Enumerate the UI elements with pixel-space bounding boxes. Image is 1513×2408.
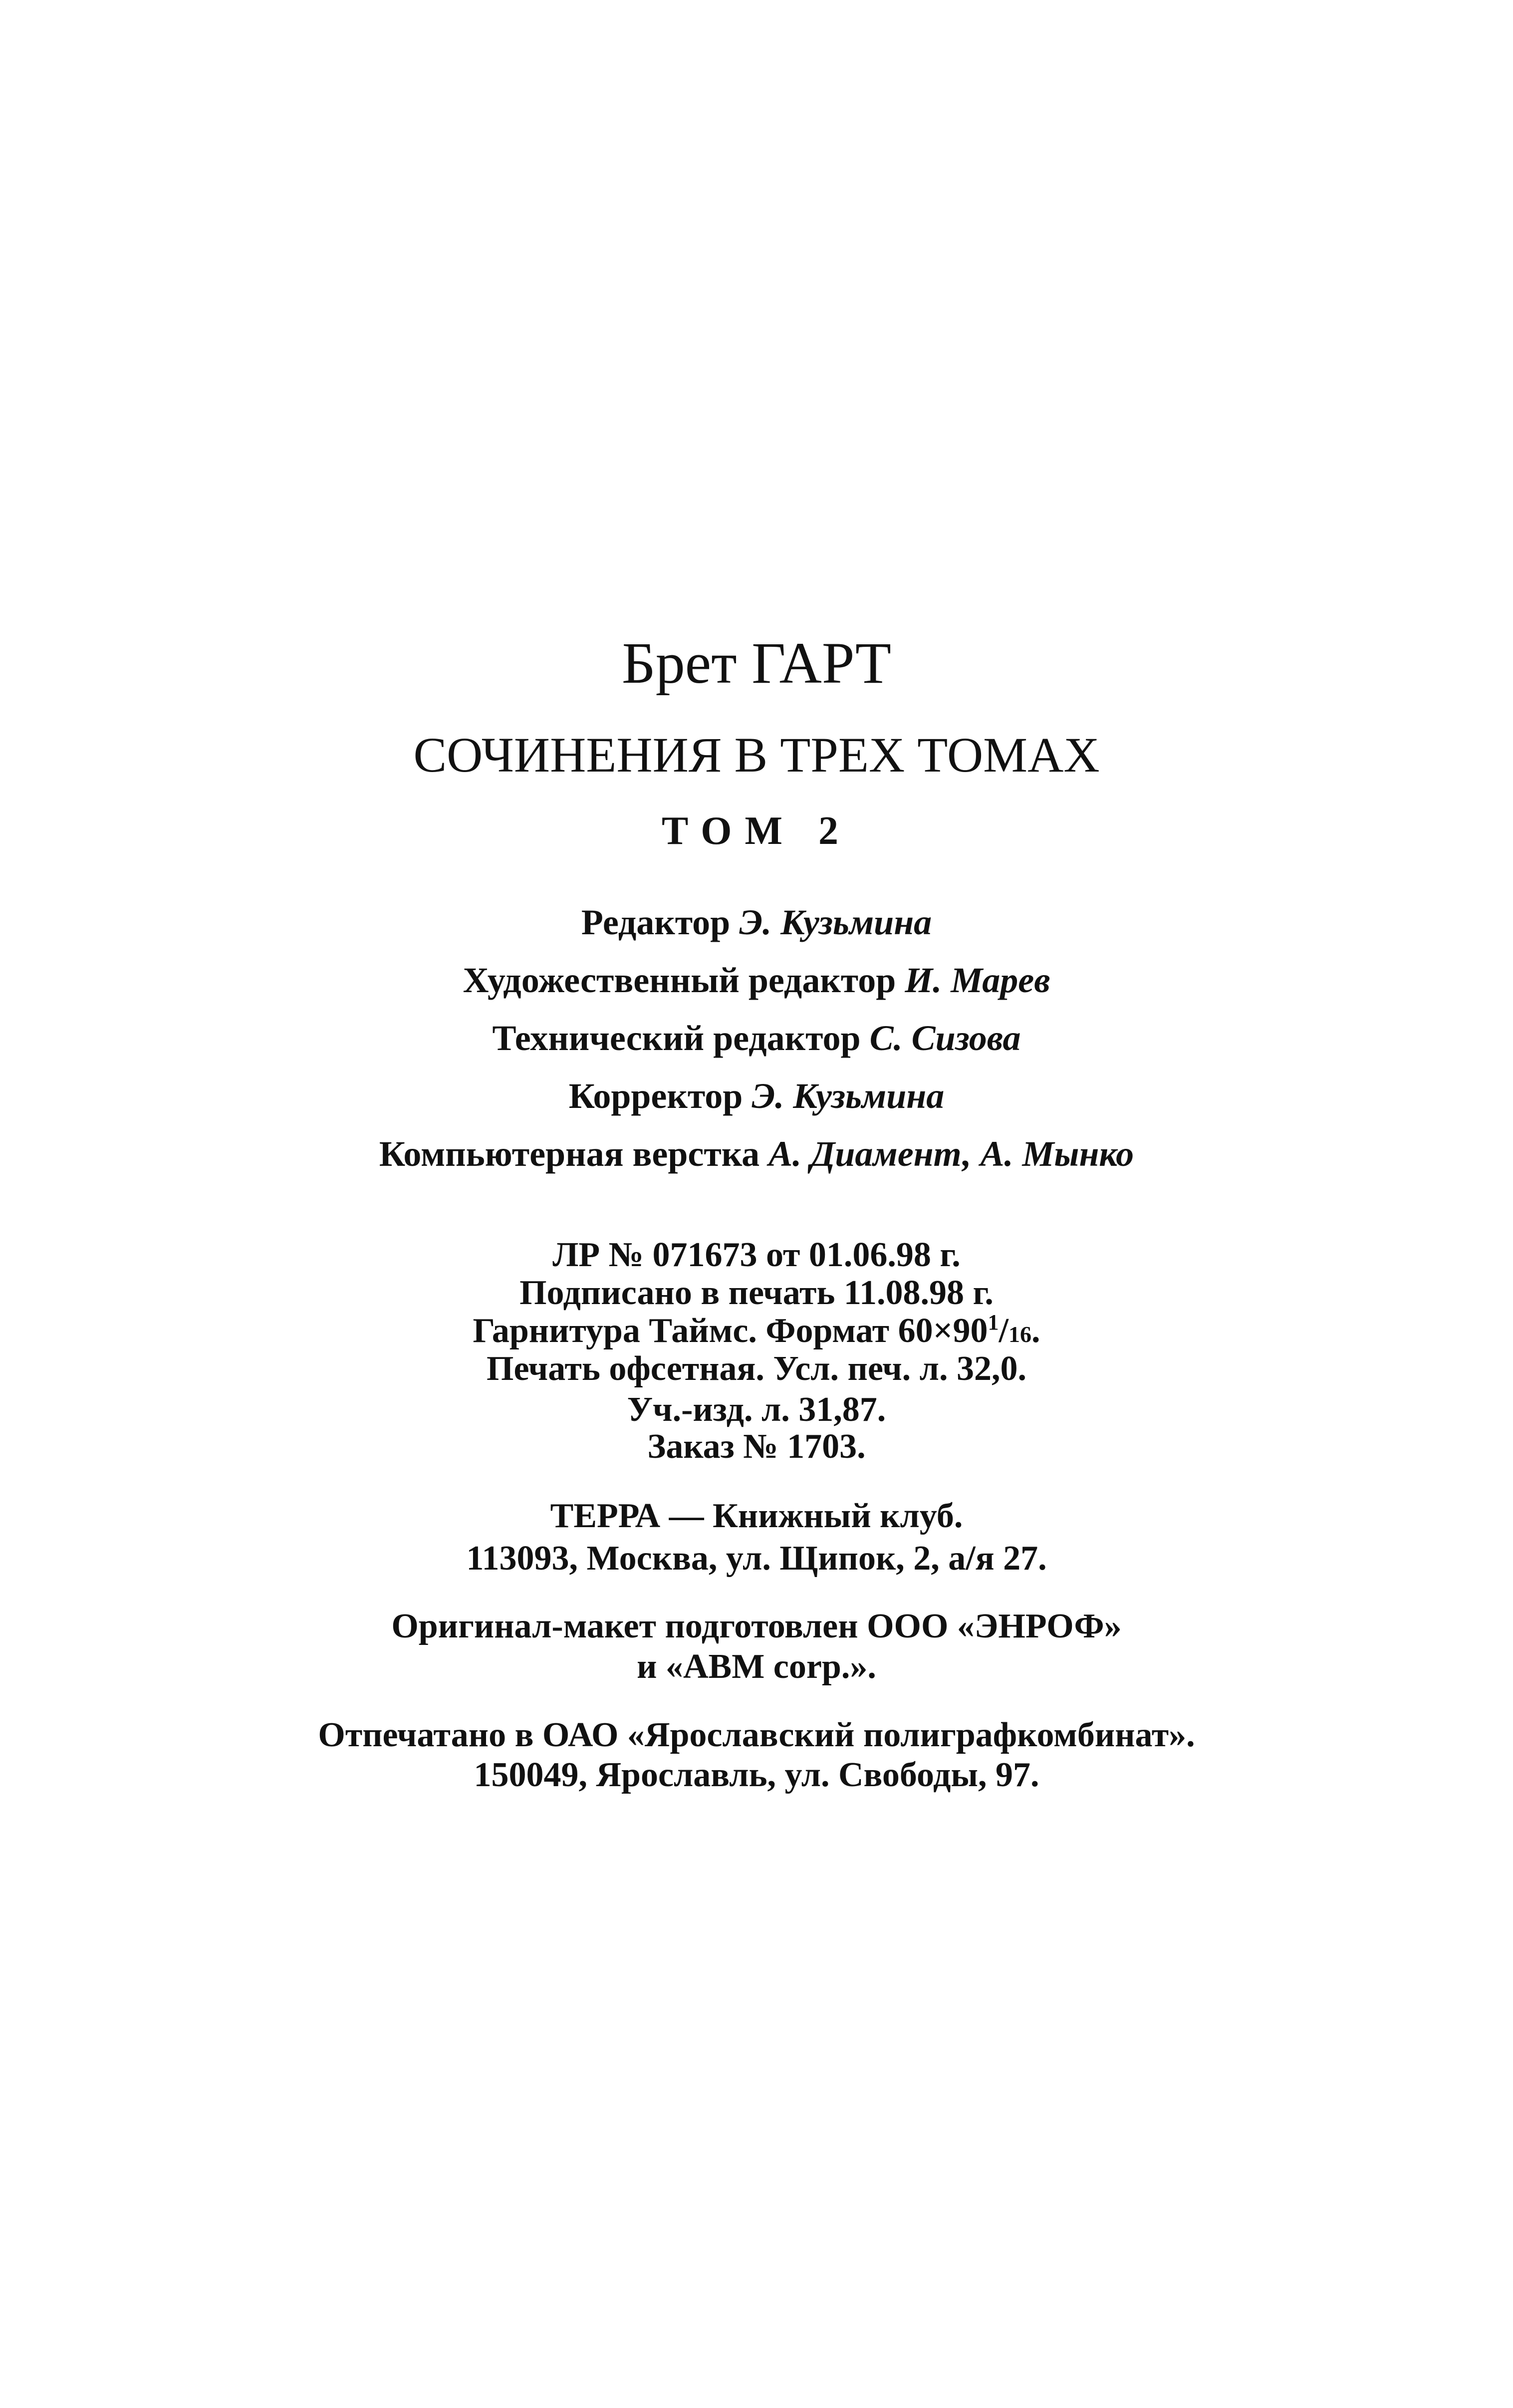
format-times: × <box>933 1312 953 1350</box>
credit-role: Художественный редактор <box>463 960 896 1000</box>
credit-person: А. Диамент, А. Мынко <box>768 1134 1134 1174</box>
credit-person: И. Марев <box>905 960 1050 1000</box>
printer-line2: 150049, Ярославль, ул. Свободы, 97. <box>474 1756 1039 1794</box>
format-sup: 1 <box>988 1310 999 1335</box>
credit-tech-editor <box>0 1020 1513 1056</box>
credit-person: Э. Кузьмина <box>739 902 932 942</box>
format-slash: / <box>999 1312 1009 1350</box>
credit-role: Технический редактор <box>492 1018 861 1058</box>
credit-role: Корректор <box>568 1076 743 1116</box>
publisher-address: 113093, Москва, ул. Щипок, 2, а/я 27. <box>466 1539 1047 1578</box>
author-name: Брет ГАРТ <box>622 630 891 696</box>
format-sub: 16 <box>1009 1322 1031 1347</box>
signed-line: Подписано в печать 11.08.98 г. <box>519 1274 994 1312</box>
volume-number: ТОМ 2 <box>661 809 852 853</box>
format-line <box>0 1310 1513 1350</box>
pub-sheets-line: Уч.-изд. л. 31,87. <box>627 1390 886 1429</box>
work-title: СОЧИНЕНИЯ В ТРЕХ ТОМАХ <box>413 727 1100 783</box>
credit-role: Редактор <box>581 902 731 942</box>
layout-credit-line1: Оригинал-макет подготовлен ООО «ЭНРОФ» <box>391 1607 1122 1645</box>
credit-layout <box>0 1136 1513 1172</box>
credit-role: Компьютерная верстка <box>379 1134 760 1174</box>
publisher-name: ТЕРРА — Книжный клуб. <box>550 1497 963 1535</box>
credit-person: С. Сизова <box>869 1018 1021 1058</box>
license-line: ЛР № 071673 от 01.06.98 г. <box>552 1236 961 1274</box>
printer-line1: Отпечатано в ОАО «Ярославский полиграфкомбинат». <box>318 1716 1195 1754</box>
format-prefix: Гарнитура Таймс. Формат 60 <box>473 1312 933 1350</box>
credit-editor <box>0 904 1513 940</box>
credit-proofreader <box>0 1078 1513 1114</box>
layout-credit-line2: и «АВМ corp.». <box>637 1647 876 1686</box>
credit-art-editor <box>0 962 1513 998</box>
credit-person: Э. Кузьмина <box>752 1076 945 1116</box>
order-line: Заказ № 1703. <box>647 1427 866 1466</box>
print-line: Печать офсетная. Усл. печ. л. 32,0. <box>487 1349 1026 1388</box>
format-end: . <box>1031 1312 1040 1350</box>
format-size: 90 <box>953 1312 988 1350</box>
